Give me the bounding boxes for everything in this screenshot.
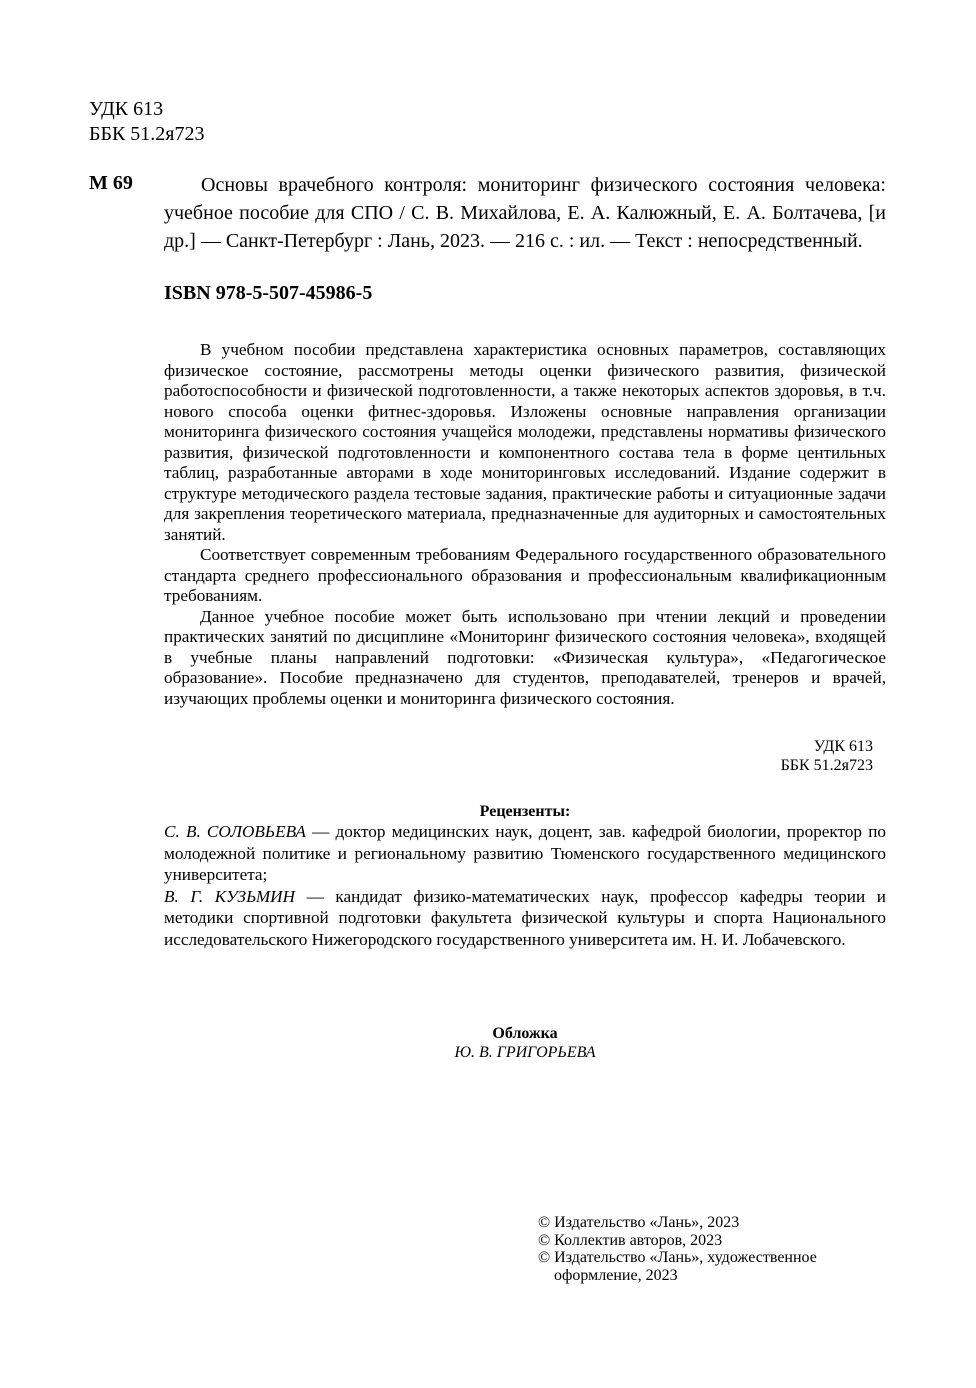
copyright-block bbox=[538, 1214, 858, 1284]
udk-block-right bbox=[700, 737, 873, 775]
abstract-paragraph: В учебном пособии представлена характеристика основных параметров, составляющих физическое состояние, рассмотрены методы оценки физического развития, физической работоспособности и физической подготовленности, а также некоторых аспектов здоровья, в т.ч. нового способа оценки фитнес-здоровья. Изложены основные направления организации мониторинга физического состояния учащейся молодежи, представлены нормативы физического развития, физической подготовленности и компонентного состава тела в форме центильных таблиц, разработанные авторами в ходе мониторинговых исследований. Издание содержит в структуре методического раздела тестовые задания, практические работы и ситуационные задачи для закрепления теоретического материала, предназначенные для аудиторных и самостоятельных занятий. bbox=[164, 340, 886, 544]
reviewer-name: С. В. СОЛОВЬЕВА bbox=[164, 822, 306, 841]
reviewers-list bbox=[164, 821, 886, 950]
udk-code: УДК 613 bbox=[813, 738, 873, 755]
copyright-line: © Коллектив авторов, 2023 bbox=[538, 1231, 723, 1249]
bbk-code: ББК 51.2я723 bbox=[89, 123, 205, 145]
reviewer-entry bbox=[164, 821, 886, 886]
abstract-paragraph: Данное учебное пособие может быть использовано при чтении лекций и проведении практических занятий по дисциплине «Мониторинг физического состояния человека», входящей в учебные планы направлений подготовки: «Физическая культура», «Педагогическое образование». Пособие предназначено для студентов, преподавателей, тренеров и врачей, изучающих проблемы оценки и мониторинга физического состояния. bbox=[164, 606, 886, 708]
reviewer-name: В. Г. КУЗЬМИН bbox=[164, 886, 295, 906]
cover-title: Обложка bbox=[492, 1025, 558, 1042]
copyright-line: © Издательство «Лань», 2023 bbox=[538, 1214, 740, 1231]
reviewer-description: — кандидат физико-математических наук, профессор кафедры теории и методики спортивной подготовки факультета физической культуры и спорта Национального исследовательского Нижегородского государственного университета им. Н. И. Лобачевского. bbox=[164, 886, 886, 949]
author-mark: М 69 bbox=[89, 172, 133, 194]
reviewers-title: Рецензенты: bbox=[479, 803, 571, 820]
udk-block-top bbox=[89, 97, 205, 147]
bibliographic-record: Основы врачебного контроля: мониторинг физического состояния человека: учебное пособие для СПО / С. В. Михайлова, Е. А. Калюжный, Е. А. Болтачева, [и др.] — Санкт-Петербург : Лань, 2023. — 216 с. : ил. — Текст : непосредственный. bbox=[164, 174, 886, 252]
bbk-code: ББК 51.2я723 bbox=[780, 757, 873, 774]
abstract bbox=[164, 340, 886, 709]
cover-designer-name: Ю. В. ГРИГОРЬЕВА bbox=[454, 1044, 596, 1061]
abstract-paragraph: Соответствует современным требованиям Федерального государственного образовательного стандарта среднего профессионального образования и профессиональным квалификационным требованиям. bbox=[164, 545, 886, 605]
reviewer-description: — доктор медицинских наук, доцент, зав. кафедрой биологии, проректор по молодежной политике и региональному развитию Тюменского государственного медицинского университета; bbox=[164, 822, 886, 884]
isbn: ISBN 978-5-507-45986-5 bbox=[164, 282, 373, 304]
udk-code: УДК 613 bbox=[89, 98, 164, 120]
reviewer-entry bbox=[164, 886, 886, 951]
copyright-line: © Издательство «Лань», художественное оформление, 2023 bbox=[538, 1249, 817, 1284]
